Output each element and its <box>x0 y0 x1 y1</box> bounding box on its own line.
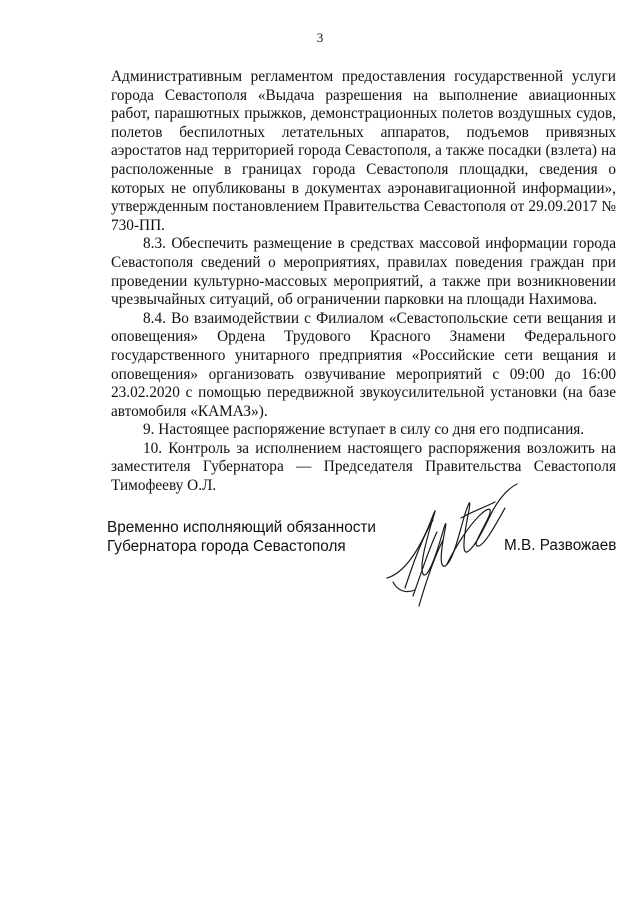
paragraph-10: 10. Контроль за исполнением настоящего распоряжения возложить на заместителя Губернатора — Председателя Правительства Севастополя Тимофееву О.Л. <box>111 439 616 495</box>
signatory-position-line-1: Временно исполняющий обязанности <box>107 519 376 536</box>
paragraph-8-3: 8.3. Обеспечить размещение в средствах массовой информации города Севастополя сведений о мероприятиях, правилах поведения граждан при проведении культурно-массовых мероприятий, а также при возникновении чрезвычайных ситуаций, об ограничении парковки на площади Нахимова. <box>111 235 616 309</box>
signatory-position-line-2: Губернатора города Севастополя <box>107 537 346 555</box>
paragraph-9: 9. Настоящее распоряжение вступает в силу со дня его подписания. <box>143 421 585 439</box>
page-number: 3 <box>316 30 324 45</box>
document-body <box>111 68 616 496</box>
handwritten-signature <box>375 478 525 618</box>
paragraph-8-4: 8.4. Во взаимодействии с Филиалом «Севастопольские сети вещания и оповещения» Ордена Трудового Красного Знамени Федерального государственного унитарного предприятия «Российские сети вещания и оповещения» организовать озвучивание мероприятий с 09:00 до 16:00 23.02.2020 с помощью передвижной звукоусилительной установки (на базе автомобиля «КАМАЗ»). <box>111 309 616 420</box>
paragraph-regulation-continuation: Административным регламентом предоставления государственной услуги города Севастополя «Выдача разрешения на выполнение авиационных работ, парашютных прыжков, демонстрационных полетов воздушных судов, полетов беспилотных летательных аппаратов, подъемов привязных аэростатов над территорией города Севастополя, а также посадки (взлета) на расположенные в границах города Севастополя площадки, сведения о которых не опубликованы в документах аэронавигационной информации», утвержденным постановлением Правительства Севастополя от 29.09.2017 № 730-ПП. <box>111 68 616 234</box>
signatory-position <box>107 519 376 556</box>
signer-name: М.В. Развожаев <box>504 537 617 554</box>
